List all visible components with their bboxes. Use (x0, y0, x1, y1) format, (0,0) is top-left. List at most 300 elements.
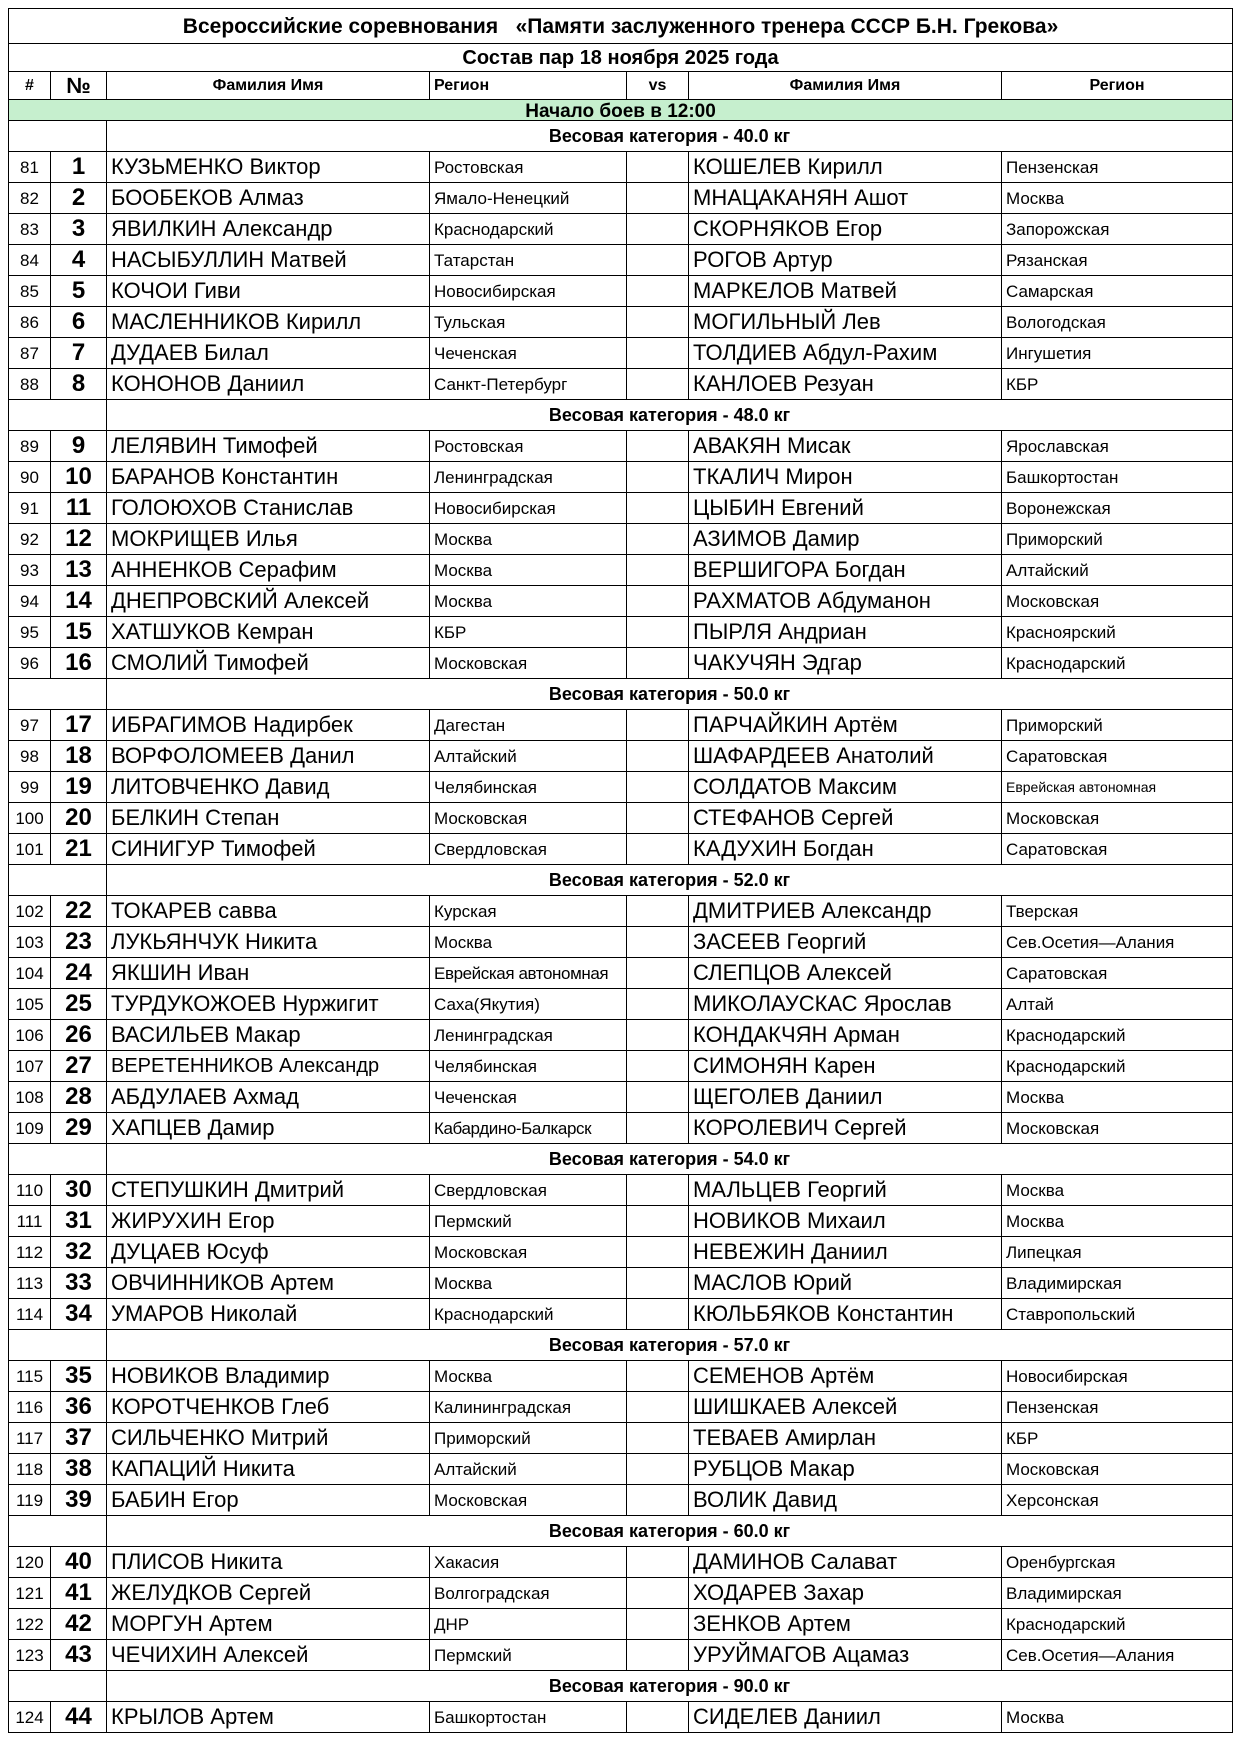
fighter1-name: СИНИГУР Тимофей (107, 834, 430, 865)
bout-number: 22 (51, 896, 107, 927)
fighter2-name: НОВИКОВ Михаил (689, 1206, 1002, 1237)
fighter1-region: Еврейская автономная (430, 958, 627, 989)
bout-number: 8 (51, 369, 107, 400)
fighter2-name: ЧАКУЧЯН Эдгар (689, 648, 1002, 679)
title-row (9, 9, 1233, 44)
fighter2-region: Приморский (1002, 710, 1233, 741)
fighter2-name: ЗАСЕЕВ Георгий (689, 927, 1002, 958)
fighter2-region: Сев.Осетия—Алания (1002, 927, 1233, 958)
fighter2-name: КОРОЛЕВИЧ Сергей (689, 1113, 1002, 1144)
weight-category-label: Весовая категория - 54.0 кг (107, 1144, 1233, 1175)
pairings-table (8, 8, 1233, 1733)
fighter1-region: Московская (430, 648, 627, 679)
fighter1-name: ТУРДУКОЖОЕВ Нуржигит (107, 989, 430, 1020)
fighter1-name: КРЫЛОВ Артем (107, 1702, 430, 1733)
bout-row (9, 1578, 1233, 1609)
start-banner-row (9, 100, 1233, 121)
fighter2-region: Алтайский (1002, 555, 1233, 586)
fighter1-name: ХАПЦЕВ Дамир (107, 1113, 430, 1144)
vs-cell (627, 1361, 689, 1392)
bout-index: 84 (9, 245, 51, 276)
fighter2-name: СТЕФАНОВ Сергей (689, 803, 1002, 834)
fighter1-name: ХАТШУКОВ Кемран (107, 617, 430, 648)
vs-cell (627, 958, 689, 989)
fighter1-region: Москва (430, 555, 627, 586)
fighter2-region: Еврейская автономная (1002, 772, 1233, 803)
fighter1-name: КОНОНОВ Даниил (107, 369, 430, 400)
bout-row (9, 803, 1233, 834)
fighter2-region: Краснодарский (1002, 1051, 1233, 1082)
bout-index: 100 (9, 803, 51, 834)
category-spacer (9, 865, 107, 896)
fighter1-region: Ростовская (430, 431, 627, 462)
fighter2-name: ВОЛИК Давид (689, 1485, 1002, 1516)
fighter2-region: Алтай (1002, 989, 1233, 1020)
fighter2-region: Ингушетия (1002, 338, 1233, 369)
fighter1-region: Ростовская (430, 152, 627, 183)
bout-number: 43 (51, 1640, 107, 1671)
bout-number: 18 (51, 741, 107, 772)
vs-cell (627, 183, 689, 214)
fighter1-region: Краснодарский (430, 214, 627, 245)
fighter2-name: УРУЙМАГОВ Ацамаз (689, 1640, 1002, 1671)
fighter1-name: СИЛЬЧЕНКО Митрий (107, 1423, 430, 1454)
bout-row (9, 741, 1233, 772)
vs-cell (627, 1547, 689, 1578)
fighter1-name: АБДУЛАЕВ Ахмад (107, 1082, 430, 1113)
bout-number: 33 (51, 1268, 107, 1299)
weight-category-label: Весовая категория - 48.0 кг (107, 400, 1233, 431)
fighter2-region: Москва (1002, 1082, 1233, 1113)
bout-row (9, 1268, 1233, 1299)
fighter1-name: БАРАНОВ Константин (107, 462, 430, 493)
fighter1-name: МОРГУН Артем (107, 1609, 430, 1640)
bout-number: 25 (51, 989, 107, 1020)
fighter1-region: Кабардино-Балкарск (430, 1113, 627, 1144)
fighter1-name: КОРОТЧЕНКОВ Глеб (107, 1392, 430, 1423)
fighter2-region: Красноярский (1002, 617, 1233, 648)
fighter2-region: Москва (1002, 1206, 1233, 1237)
bout-number: 41 (51, 1578, 107, 1609)
fighter1-region: Москва (430, 524, 627, 555)
fighter2-region: Ставропольский (1002, 1299, 1233, 1330)
vs-cell (627, 772, 689, 803)
bout-row (9, 1237, 1233, 1268)
vs-cell (627, 1206, 689, 1237)
fighter1-region: Московская (430, 1237, 627, 1268)
bout-number: 5 (51, 276, 107, 307)
vs-cell (627, 1113, 689, 1144)
bout-index: 82 (9, 183, 51, 214)
fighter1-name: ЧЕЧИХИН Алексей (107, 1640, 430, 1671)
fighter2-region: КБР (1002, 369, 1233, 400)
fighter1-region: Алтайский (430, 741, 627, 772)
fighter2-name: МАЛЬЦЕВ Георгий (689, 1175, 1002, 1206)
fighter2-name: ПАРЧАЙКИН Артём (689, 710, 1002, 741)
fighter1-name: ЛУКЬЯНЧУК Никита (107, 927, 430, 958)
fighter2-name: КЮЛЬБЯКОВ Константин (689, 1299, 1002, 1330)
bout-number: 11 (51, 493, 107, 524)
bout-number: 9 (51, 431, 107, 462)
bout-number: 37 (51, 1423, 107, 1454)
vs-cell (627, 896, 689, 927)
bout-index: 117 (9, 1423, 51, 1454)
fighter2-name: ЩЕГОЛЕВ Даниил (689, 1082, 1002, 1113)
bout-number: 16 (51, 648, 107, 679)
fighter2-name: НЕВЕЖИН Даниил (689, 1237, 1002, 1268)
vs-cell (627, 276, 689, 307)
bout-number: 35 (51, 1361, 107, 1392)
fighter2-region: Краснодарский (1002, 1020, 1233, 1051)
bout-row (9, 1082, 1233, 1113)
bout-row (9, 1702, 1233, 1733)
fighter2-name: ДАМИНОВ Салават (689, 1547, 1002, 1578)
fighter2-region: Запорожская (1002, 214, 1233, 245)
header-name1: Фамилия Имя (107, 72, 430, 100)
fighter1-name: ВОРФОЛОМЕЕВ Данил (107, 741, 430, 772)
bout-index: 119 (9, 1485, 51, 1516)
bout-row (9, 152, 1233, 183)
bout-number: 27 (51, 1051, 107, 1082)
weight-category-row (9, 121, 1233, 152)
bout-row (9, 1051, 1233, 1082)
document-subtitle: Состав пар 18 ноября 2025 года (9, 44, 1233, 72)
bout-index: 95 (9, 617, 51, 648)
fighter1-region: Челябинская (430, 1051, 627, 1082)
bout-index: 99 (9, 772, 51, 803)
fighter1-region: Новосибирская (430, 276, 627, 307)
bout-index: 113 (9, 1268, 51, 1299)
fighter1-region: Ленинградская (430, 462, 627, 493)
vs-cell (627, 1020, 689, 1051)
bout-number: 2 (51, 183, 107, 214)
category-spacer (9, 1330, 107, 1361)
fighter1-name: ГОЛОЮХОВ Станислав (107, 493, 430, 524)
bout-row (9, 772, 1233, 803)
weight-category-label: Весовая категория - 60.0 кг (107, 1516, 1233, 1547)
fighter1-name: ЖЕЛУДКОВ Сергей (107, 1578, 430, 1609)
fighter2-region: Оренбургская (1002, 1547, 1233, 1578)
bout-index: 103 (9, 927, 51, 958)
fighter2-region: Москва (1002, 1175, 1233, 1206)
bout-row (9, 555, 1233, 586)
fighter2-region: Башкортостан (1002, 462, 1233, 493)
bout-index: 102 (9, 896, 51, 927)
vs-cell (627, 555, 689, 586)
bout-row (9, 958, 1233, 989)
fighter1-region: Татарстан (430, 245, 627, 276)
bout-number: 1 (51, 152, 107, 183)
vs-cell (627, 586, 689, 617)
bout-index: 122 (9, 1609, 51, 1640)
fighter2-name: ТОЛДИЕВ Абдул-Рахим (689, 338, 1002, 369)
fighter1-name: БООБЕКОВ Алмаз (107, 183, 430, 214)
vs-cell (627, 1051, 689, 1082)
header-region1: Регион (430, 72, 627, 100)
fighter2-region: Приморский (1002, 524, 1233, 555)
bout-row (9, 493, 1233, 524)
bout-row (9, 1423, 1233, 1454)
fighter2-name: АЗИМОВ Дамир (689, 524, 1002, 555)
vs-cell (627, 1485, 689, 1516)
fighter1-name: КАПАЦИЙ Никита (107, 1454, 430, 1485)
bout-number: 31 (51, 1206, 107, 1237)
fighter1-region: Московская (430, 803, 627, 834)
bout-index: 91 (9, 493, 51, 524)
vs-cell (627, 431, 689, 462)
bout-row (9, 307, 1233, 338)
fighter2-name: РУБЦОВ Макар (689, 1454, 1002, 1485)
fighter2-name: СОЛДАТОВ Максим (689, 772, 1002, 803)
fighter1-name: УМАРОВ Николай (107, 1299, 430, 1330)
bout-index: 89 (9, 431, 51, 462)
weight-category-row (9, 1144, 1233, 1175)
fighter1-region: Чеченская (430, 1082, 627, 1113)
fighter1-name: НАСЫБУЛЛИН Матвей (107, 245, 430, 276)
fighter1-name: СТЕПУШКИН Дмитрий (107, 1175, 430, 1206)
vs-cell (627, 1454, 689, 1485)
bout-index: 123 (9, 1640, 51, 1671)
fighter1-region: Московская (430, 1485, 627, 1516)
fighter1-region: Ямало-Ненецкий (430, 183, 627, 214)
fighter2-region: Сев.Осетия—Алания (1002, 1640, 1233, 1671)
bout-row (9, 1020, 1233, 1051)
fighter1-region: Хакасия (430, 1547, 627, 1578)
fighter2-name: СИМОНЯН Карен (689, 1051, 1002, 1082)
fighter1-name: ЯВИЛКИН Александр (107, 214, 430, 245)
bout-index: 110 (9, 1175, 51, 1206)
bout-index: 112 (9, 1237, 51, 1268)
weight-category-label: Весовая категория - 57.0 кг (107, 1330, 1233, 1361)
fighter2-region: Рязанская (1002, 245, 1233, 276)
bout-row (9, 276, 1233, 307)
bout-number: 19 (51, 772, 107, 803)
fighter1-name: ЛЕЛЯВИН Тимофей (107, 431, 430, 462)
fighter2-name: КОШЕЛЕВ Кирилл (689, 152, 1002, 183)
document-title: Всероссийские соревнования «Памяти заслуженного тренера СССР Б.Н. Грекова» (9, 9, 1233, 44)
bout-row (9, 1299, 1233, 1330)
vs-cell (627, 1640, 689, 1671)
bout-index: 115 (9, 1361, 51, 1392)
bout-index: 120 (9, 1547, 51, 1578)
vs-cell (627, 1423, 689, 1454)
vs-cell (627, 214, 689, 245)
column-header-row (9, 72, 1233, 100)
weight-category-row (9, 1516, 1233, 1547)
fighter2-region: Херсонская (1002, 1485, 1233, 1516)
bout-number: 20 (51, 803, 107, 834)
bout-index: 105 (9, 989, 51, 1020)
fighter2-region: Московская (1002, 1113, 1233, 1144)
fighter2-name: МАРКЕЛОВ Матвей (689, 276, 1002, 307)
category-spacer (9, 1144, 107, 1175)
fighter1-name: ЛИТОВЧЕНКО Давид (107, 772, 430, 803)
fighter2-name: ДМИТРИЕВ Александр (689, 896, 1002, 927)
vs-cell (627, 1392, 689, 1423)
fighter1-region: Башкортостан (430, 1702, 627, 1733)
fighter1-region: Пермский (430, 1640, 627, 1671)
fighter1-name: ДУЦАЕВ Юсуф (107, 1237, 430, 1268)
vs-cell (627, 1299, 689, 1330)
fighter2-region: Пензенская (1002, 1392, 1233, 1423)
fighter2-name: МНАЦАКАНЯН Ашот (689, 183, 1002, 214)
bout-index: 94 (9, 586, 51, 617)
fighter1-region: Свердловская (430, 834, 627, 865)
bout-number: 26 (51, 1020, 107, 1051)
bout-row (9, 617, 1233, 648)
fighter2-name: СЕМЕНОВ Артём (689, 1361, 1002, 1392)
vs-cell (627, 1609, 689, 1640)
bout-row (9, 648, 1233, 679)
fighter1-region: Чеченская (430, 338, 627, 369)
bout-index: 92 (9, 524, 51, 555)
vs-cell (627, 834, 689, 865)
vs-cell (627, 462, 689, 493)
fighter2-region: Пензенская (1002, 152, 1233, 183)
header-vs: vs (627, 72, 689, 100)
fighter2-name: ВЕРШИГОРА Богдан (689, 555, 1002, 586)
bout-index: 83 (9, 214, 51, 245)
fighter2-region: Краснодарский (1002, 1609, 1233, 1640)
header-region2: Регион (1002, 72, 1233, 100)
vs-cell (627, 1268, 689, 1299)
fighter1-name: СМОЛИЙ Тимофей (107, 648, 430, 679)
fighter1-name: ЯКШИН Иван (107, 958, 430, 989)
bout-number: 28 (51, 1082, 107, 1113)
fighter2-region: Воронежская (1002, 493, 1233, 524)
fighter1-region: Санкт-Петербург (430, 369, 627, 400)
vs-cell (627, 803, 689, 834)
fighter2-region: КБР (1002, 1423, 1233, 1454)
fighter1-name: ДНЕПРОВСКИЙ Алексей (107, 586, 430, 617)
bout-number: 38 (51, 1454, 107, 1485)
bout-index: 118 (9, 1454, 51, 1485)
header-name2: Фамилия Имя (689, 72, 1002, 100)
bout-number: 44 (51, 1702, 107, 1733)
bout-index: 93 (9, 555, 51, 586)
fighter1-region: Саха(Якутия) (430, 989, 627, 1020)
subtitle-row (9, 44, 1233, 72)
fighter1-name: ПЛИСОВ Никита (107, 1547, 430, 1578)
category-spacer (9, 121, 107, 152)
bout-row (9, 338, 1233, 369)
vs-cell (627, 1578, 689, 1609)
bout-row (9, 183, 1233, 214)
bout-row (9, 245, 1233, 276)
fighter2-name: МАСЛОВ Юрий (689, 1268, 1002, 1299)
fighter2-name: КОНДАКЧЯН Арман (689, 1020, 1002, 1051)
bout-number: 17 (51, 710, 107, 741)
fighter2-name: СИДЕЛЕВ Даниил (689, 1702, 1002, 1733)
fighter2-name: РАХМАТОВ Абдуманон (689, 586, 1002, 617)
fighter1-name: МАСЛЕННИКОВ Кирилл (107, 307, 430, 338)
bout-index: 85 (9, 276, 51, 307)
bout-index: 81 (9, 152, 51, 183)
fighter1-region: Тульская (430, 307, 627, 338)
bout-index: 121 (9, 1578, 51, 1609)
bout-row (9, 1113, 1233, 1144)
fighter2-name: ЗЕНКОВ Артем (689, 1609, 1002, 1640)
fighter1-region: Свердловская (430, 1175, 627, 1206)
category-spacer (9, 400, 107, 431)
bout-row (9, 1640, 1233, 1671)
fighter2-region: Самарская (1002, 276, 1233, 307)
vs-cell (627, 369, 689, 400)
fighter1-region: Москва (430, 1268, 627, 1299)
bout-number: 42 (51, 1609, 107, 1640)
fighter2-region: Саратовская (1002, 741, 1233, 772)
weight-category-label: Весовая категория - 52.0 кг (107, 865, 1233, 896)
fighter2-region: Саратовская (1002, 834, 1233, 865)
fighter2-name: ТКАЛИЧ Мирон (689, 462, 1002, 493)
bout-number: 36 (51, 1392, 107, 1423)
bout-row (9, 1609, 1233, 1640)
bout-index: 124 (9, 1702, 51, 1733)
fighter1-name: БАБИН Егор (107, 1485, 430, 1516)
fighter2-region: Тверская (1002, 896, 1233, 927)
bout-number: 21 (51, 834, 107, 865)
bout-number: 14 (51, 586, 107, 617)
bout-number: 32 (51, 1237, 107, 1268)
bout-row (9, 586, 1233, 617)
fighter1-region: Пермский (430, 1206, 627, 1237)
fighter2-name: ХОДАРЕВ Захар (689, 1578, 1002, 1609)
bout-number: 40 (51, 1547, 107, 1578)
fighter2-region: Московская (1002, 803, 1233, 834)
bout-row (9, 1175, 1233, 1206)
bout-row (9, 1392, 1233, 1423)
start-banner: Начало боев в 12:00 (9, 100, 1233, 121)
fighter2-name: МИКОЛАУСКАС Ярослав (689, 989, 1002, 1020)
bout-index: 116 (9, 1392, 51, 1423)
fighter2-name: КАДУХИН Богдан (689, 834, 1002, 865)
fighter2-region: Московская (1002, 1454, 1233, 1485)
bout-index: 106 (9, 1020, 51, 1051)
vs-cell (627, 245, 689, 276)
bout-row (9, 989, 1233, 1020)
fighter1-region: Алтайский (430, 1454, 627, 1485)
bout-row (9, 1547, 1233, 1578)
bout-number: 15 (51, 617, 107, 648)
bout-row (9, 369, 1233, 400)
bout-index: 109 (9, 1113, 51, 1144)
fighter2-name: ТЕВАЕВ Амирлан (689, 1423, 1002, 1454)
fighter2-name: СЛЕПЦОВ Алексей (689, 958, 1002, 989)
fighter1-name: КОЧОИ Гиви (107, 276, 430, 307)
fighter2-name: АВАКЯН Мисак (689, 431, 1002, 462)
bout-number: 12 (51, 524, 107, 555)
fighter1-name: ИБРАГИМОВ Надирбек (107, 710, 430, 741)
fighter2-name: ШАФАРДЕЕВ Анатолий (689, 741, 1002, 772)
fighter1-region: ДНР (430, 1609, 627, 1640)
fighter1-name: АННЕНКОВ Серафим (107, 555, 430, 586)
bout-index: 96 (9, 648, 51, 679)
fighter1-name: ВАСИЛЬЕВ Макар (107, 1020, 430, 1051)
fighter2-region: Ярославская (1002, 431, 1233, 462)
fighter1-region: Москва (430, 927, 627, 958)
fighter1-region: Краснодарский (430, 1299, 627, 1330)
fighter2-region: Вологодская (1002, 307, 1233, 338)
bout-index: 101 (9, 834, 51, 865)
bout-number: 6 (51, 307, 107, 338)
bout-index: 114 (9, 1299, 51, 1330)
header-hash: # (9, 72, 51, 100)
vs-cell (627, 493, 689, 524)
fighter2-region: Москва (1002, 183, 1233, 214)
bout-row (9, 1454, 1233, 1485)
fighter2-name: МОГИЛЬНЫЙ Лев (689, 307, 1002, 338)
vs-cell (627, 338, 689, 369)
